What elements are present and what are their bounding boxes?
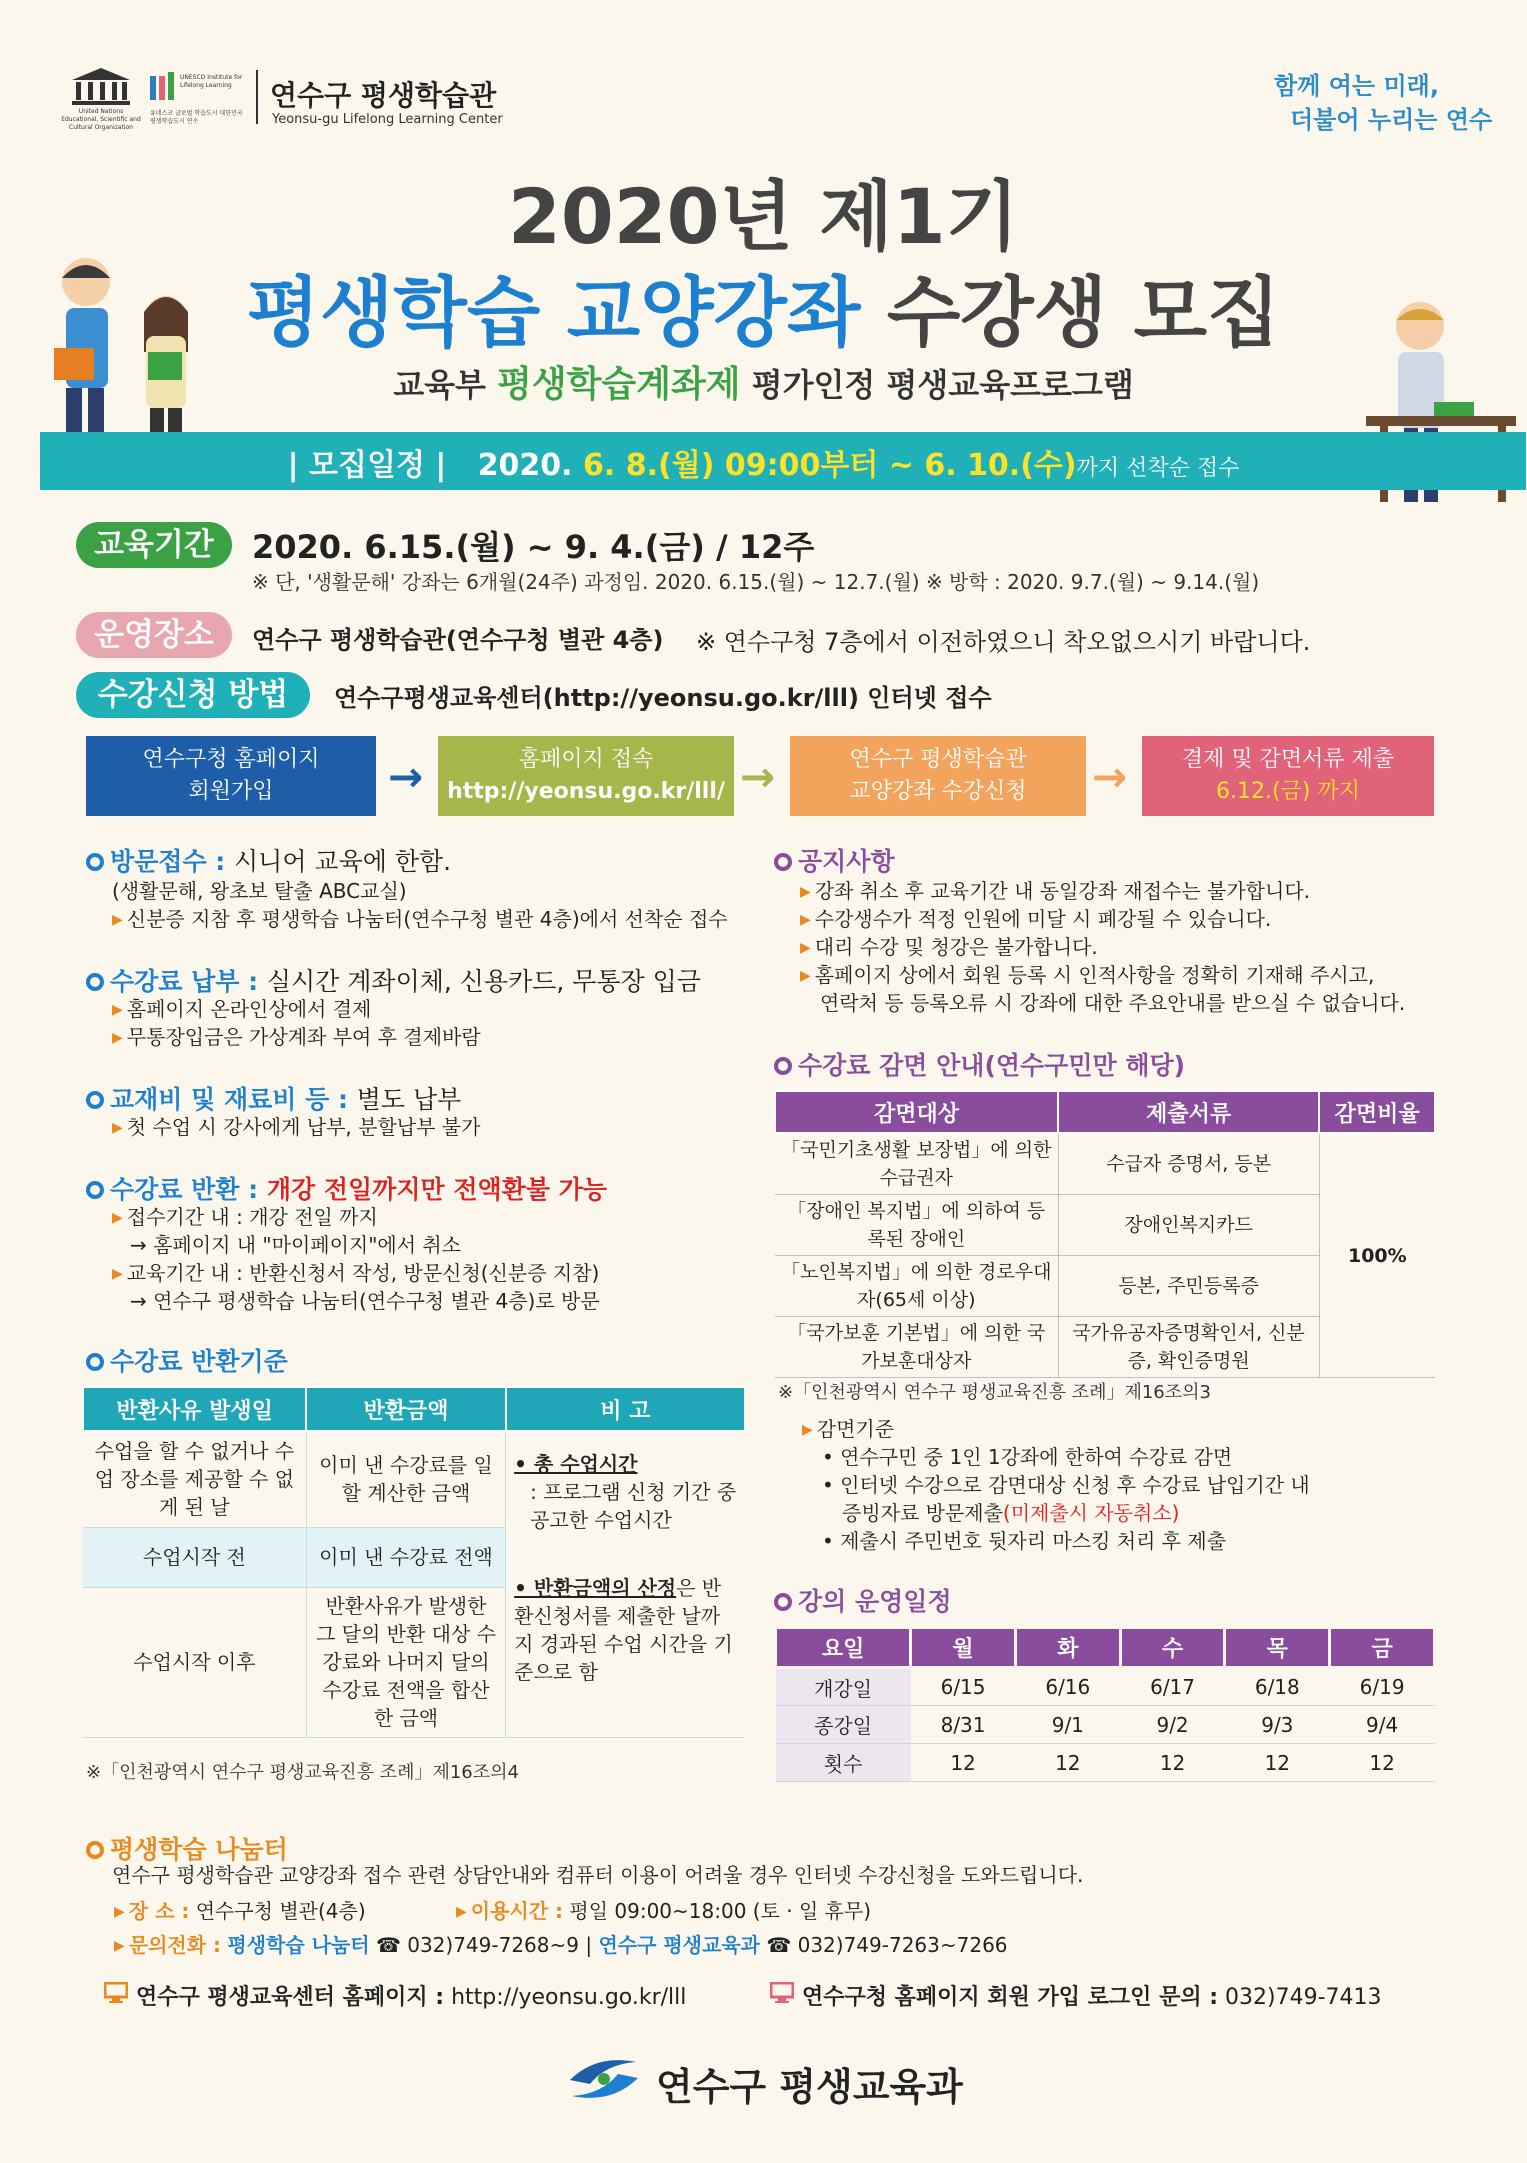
share-hours [456, 1896, 871, 1927]
refund-amount: 이미 낸 수강료를 일할 계산한 금액 [306, 1431, 505, 1527]
share-place [114, 1896, 366, 1927]
notice-item: ▶ 대리 수강 및 청강은 불가합니다. [800, 932, 1098, 963]
refund-line4: → 연수구 평생학습 나눔터(연수구청 별관 4층)로 방문 [130, 1289, 600, 1313]
material-title-value: 별도 납부 [356, 1085, 462, 1114]
refund-amount: 이미 낸 수강료 전액 [306, 1527, 505, 1587]
login-phone: 032)749-7413 [1225, 1985, 1382, 2010]
refund-reason: 수업시작 전 [83, 1527, 306, 1587]
table-row [776, 1744, 1435, 1782]
refund-line1: ▶ 접수기간 내 : 개강 전일 까지 [112, 1202, 378, 1233]
fee-title-value: 실시간 계좌이체, 신용카드, 무통장 입금 [266, 967, 701, 996]
discount-doc: 등본, 주민등록증 [1058, 1256, 1319, 1317]
uil-caption: UNESCO Institute for Lifelong Learning [180, 74, 243, 89]
criteria-item-3 [842, 1498, 1179, 1528]
share-contact-b-phone: ☎ 032)749-7263~7266 [766, 1933, 1008, 1957]
recruit-date-start: 2020. [477, 448, 584, 483]
notice-item: ▶ 홈페이지 상에서 회원 등록 시 인적사항을 정확히 기재해 주시고, [800, 960, 1374, 991]
refund-note1-title: • 총 수업시간 [514, 1452, 638, 1476]
monitor-icon [104, 1982, 128, 2004]
district-logo [566, 2050, 642, 2108]
refund-reason: 수업을 할 수 없거나 수업 장소를 제공할 수 없게 된 날 [83, 1431, 306, 1527]
fee-title [86, 962, 701, 998]
discount-rate: 100% [1319, 1133, 1435, 1378]
title-line2-blue: 평생학습 교양강좌 [246, 268, 861, 357]
schedule-th: 화 [1015, 1628, 1120, 1668]
homepage-url[interactable]: http://yeonsu.go.kr/lll [451, 1985, 687, 2010]
discount-doc: 장애인복지카드 [1058, 1195, 1319, 1256]
discount-title-label: 수강료 감면 안내(연수구민만 해당) [798, 1051, 1186, 1080]
apply-pill: 수강신청 방법 [76, 672, 310, 718]
step-register-line2: 교양강좌 수강신청 [849, 779, 1027, 804]
table-row [776, 1668, 1435, 1706]
apply-value: 연수구평생교육센터(http://yeonsu.go.kr/lll) 인터넷 접수 [334, 684, 992, 712]
criteria-item: • 인터넷 수강으로 감면대상 신청 후 수강료 납입기간 내 [822, 1473, 1310, 1497]
dept-name: 연수구 평생교육과 [656, 2065, 963, 2109]
step-signup [86, 736, 376, 816]
homepage-line [136, 1980, 686, 2011]
schedule-cell: 8/31 [911, 1706, 1016, 1744]
login-line [802, 1980, 1382, 2011]
step-visit-site-line2: http://yeonsu.go.kr/lll/ [447, 779, 725, 804]
center-name-en: Yeonsu-gu Lifelong Learning Center [272, 112, 503, 127]
notice-item: ▶ 수강생수가 적정 인원에 미달 시 폐강될 수 있습니다. [800, 904, 1271, 935]
table-row [83, 1431, 745, 1527]
title-line1: 2020년 제1기 [507, 172, 1020, 261]
step-visit-site-line1: 홈페이지 접속 [518, 747, 654, 772]
schedule-cell: 종강일 [776, 1706, 911, 1744]
criteria-item: • 연수구민 중 1인 1강좌에 한하여 수강료 감면 [822, 1445, 1233, 1469]
notice-title-label: 공지사항 [798, 847, 895, 876]
visit-line2: ▶ 신분증 지참 후 평생학습 나눔터(연수구청 별관 4층)에서 선착순 접수 [112, 904, 728, 935]
schedule-cell: 9/1 [1015, 1706, 1120, 1744]
schedule-th: 월 [911, 1628, 1016, 1668]
arrow-right-icon: → [388, 752, 424, 801]
criteria-title-label: 수강료 반환기준 [110, 1347, 288, 1376]
discount-note: ※「인천광역시 연수구 평생교육진흥 조례」제16조의3 [778, 1382, 1211, 1403]
share-place-label: ▶ 장 소 : [114, 1899, 189, 1923]
step-payment [1142, 736, 1434, 816]
recruit-label: | 모집일정 | [287, 448, 447, 483]
share-title-label: 평생학습 나눔터 [110, 1835, 288, 1864]
recruit-suffix: 까지 선착순 접수 [1076, 456, 1240, 481]
share-hours-value: 평일 09:00~18:00 (토 · 일 휴무) [569, 1899, 872, 1923]
period-value: 2020. 6.15.(월) ~ 9. 4.(금) / 12주 [252, 528, 815, 566]
step-signup-line2: 회원가입 [188, 779, 274, 804]
step-signup-line1: 연수구청 홈페이지 [142, 747, 320, 772]
refund-line2: → 홈페이지 내 "마이페이지"에서 취소 [130, 1233, 462, 1257]
visit-title-value: 시니어 교육에 한함. [234, 847, 452, 876]
schedule-cell: 6/19 [1330, 1668, 1435, 1706]
schedule-cell: 12 [911, 1744, 1016, 1782]
subtitle-pre: 교육부 [393, 366, 486, 404]
schedule-title-label: 강의 운영일정 [798, 1587, 952, 1616]
arrow-right-icon: → [1092, 752, 1128, 801]
title-line2-dark: 수강생 모집 [886, 268, 1281, 357]
visit-line1: (생활문해, 왕초보 탈출 ABC교실) [112, 879, 407, 903]
refund-title [86, 1170, 607, 1206]
step-register-course [790, 736, 1086, 816]
discount-target: 「국가보훈 기본법」에 의한 국가보훈대상자 [775, 1317, 1058, 1378]
slogan-line2: 더불어 누리는 연수 [1290, 106, 1493, 134]
fee-line2: ▶ 무통장입금은 가상계좌 부여 후 결제바람 [112, 1022, 481, 1053]
discount-target: 「노인복지법」에 의한 경로우대자(65세 이상) [775, 1256, 1058, 1317]
discount-target: 「국민기초생활 보장법」에 의한 수급권자 [775, 1133, 1058, 1195]
slogan-line1: 함께 여는 미래, [1274, 72, 1439, 100]
schedule-th: 요일 [776, 1628, 911, 1668]
schedule-cell: 6/16 [1015, 1668, 1120, 1706]
schedule-cell: 6/15 [911, 1668, 1016, 1706]
discount-th-doc: 제출서류 [1058, 1091, 1319, 1133]
refund-title-value: 개강 전일까지만 전액환불 가능 [266, 1175, 607, 1204]
share-contact-a-name: 평생학습 나눔터 [227, 1933, 370, 1957]
discount-table [774, 1090, 1436, 1378]
discount-doc: 국가유공자증명확인서, 신분증, 확인증명원 [1058, 1317, 1319, 1378]
refund-title-label: 수강료 반환 : [110, 1175, 259, 1204]
schedule-th: 수 [1120, 1628, 1225, 1668]
criteria-note: ※「인천광역시 연수구 평생교육진흥 조례」제16조의4 [86, 1762, 519, 1783]
network-caption: 유네스코 글로벌 학습도시 대한민국 평생학습도시 연수 [150, 110, 243, 125]
homepage-label: 연수구 평생교육센터 홈페이지 : [136, 1985, 445, 2010]
discount-title [774, 1046, 1185, 1082]
share-contact [114, 1930, 1008, 1961]
criteria-head: ▶ 감면기준 [802, 1414, 894, 1445]
schedule-cell: 12 [1225, 1744, 1330, 1782]
refund-table [82, 1386, 746, 1738]
criteria-item: • 제출시 주민번호 뒷자리 마스킹 처리 후 제출 [822, 1529, 1227, 1553]
visit-title [86, 842, 451, 878]
center-name-ko: 연수구 평생학습관 [270, 79, 497, 112]
schedule-title [774, 1582, 952, 1618]
refund-note-cell [506, 1431, 745, 1737]
refund-note2-title: • 반환금액의 산정 [514, 1576, 677, 1600]
refund-note2-body: 은 반환신청서를 제출한 날까지 경과된 수업 시간을 기준으로 함 [514, 1576, 733, 1684]
schedule-cell: 횟수 [776, 1744, 911, 1782]
discount-doc: 수급자 증명서, 등본 [1058, 1133, 1319, 1195]
recruit-schedule-text [0, 440, 1527, 484]
schedule-cell: 6/18 [1225, 1668, 1330, 1706]
step-visit-site [438, 736, 734, 816]
share-contact-label: ▶ 문의전화 : [114, 1933, 221, 1957]
share-desc: 연수구 평생학습관 교양강좌 접수 관련 상담안내와 컴퓨터 이용이 어려울 경우 인터넷 수강신청을 도와드립니다. [112, 1863, 1084, 1887]
material-title [86, 1080, 461, 1116]
schedule-table [774, 1626, 1436, 1782]
criteria-title [86, 1342, 288, 1378]
schedule-th: 목 [1225, 1628, 1330, 1668]
uil-logo [148, 70, 178, 104]
place-pill: 운영장소 [76, 612, 232, 658]
login-label: 연수구청 홈페이지 회원 가입 로그인 문의 : [802, 1985, 1219, 2010]
criteria-item: 증빙자료 방문제출 [842, 1501, 1003, 1525]
schedule-cell: 12 [1330, 1744, 1435, 1782]
subtitle-green: 평생학습계좌제 [497, 364, 741, 405]
step-payment-line2: 6.12.(금) 까지 [1216, 779, 1360, 804]
period-pill: 교육기간 [76, 522, 232, 568]
schedule-cell: 12 [1015, 1744, 1120, 1782]
refund-amount: 반환사유가 발생한 그 달의 반환 대상 수강료와 나머지 달의 수강료 전액을 합산한 금액 [306, 1587, 505, 1737]
fee-line1: ▶ 홈페이지 온라인상에서 결제 [112, 994, 371, 1025]
subtitle-post: 평가인정 평생교육프로그램 [751, 366, 1134, 404]
criteria-item-red: (미제출시 자동취소) [1002, 1501, 1180, 1525]
place-value: 연수구 평생학습관(연수구청 별관 4층) [252, 626, 664, 654]
refund-th-note: 비 고 [506, 1387, 745, 1431]
divider [256, 70, 258, 124]
share-hours-label: ▶ 이용시간 : [456, 1899, 563, 1923]
schedule-cell: 6/17 [1120, 1668, 1225, 1706]
discount-target: 「장애인 복지법」에 의하여 등록된 장애인 [775, 1195, 1058, 1256]
period-note: ※ 단, '생활문해' 강좌는 6개월(24주) 과정임. 2020. 6.15.(월) ~ 12.7.(월) ※ 방학 : 2020. 9.7.(월) ~ 9.14.(월) [252, 570, 1260, 594]
table-row [776, 1706, 1435, 1744]
share-place-value: 연수구청 별관(4층) [195, 1899, 366, 1923]
schedule-cell: 9/2 [1120, 1706, 1225, 1744]
notice-item: ▶ 강좌 취소 후 교육기간 내 동일강좌 재접수는 불가합니다. [800, 876, 1310, 907]
refund-note1-body: : 프로그램 신청 기간 중 공고한 수업시간 [530, 1480, 737, 1532]
monitor-icon [770, 1982, 794, 2004]
refund-reason: 수업시작 이후 [83, 1587, 306, 1737]
step-register-line1: 연수구 평생학습관 [849, 747, 1027, 772]
refund-th-reason: 반환사유 발생일 [83, 1387, 306, 1431]
arrow-right-icon: → [740, 752, 776, 801]
title-line2 [0, 252, 1527, 361]
refund-line3: ▶ 교육기간 내 : 반환신청서 작성, 방문신청(신분증 지참) [112, 1258, 599, 1289]
subtitle [0, 356, 1527, 407]
notice-item: 연락처 등 등록오류 시 강좌에 대한 주요안내를 받으실 수 없습니다. [820, 991, 1406, 1015]
material-line1: ▶ 첫 수업 시 강사에게 납부, 분할납부 불가 [112, 1112, 480, 1143]
discount-th-rate: 감면비율 [1319, 1091, 1435, 1133]
discount-th-target: 감면대상 [775, 1091, 1058, 1133]
schedule-cell: 12 [1120, 1744, 1225, 1782]
schedule-cell: 9/3 [1225, 1706, 1330, 1744]
material-title-label: 교재비 및 재료비 등 : [110, 1085, 349, 1114]
place-note: ※ 연수구청 7층에서 이전하였으니 착오없으시기 바랍니다. [696, 628, 1311, 656]
table-row [775, 1133, 1435, 1195]
share-contact-a-phone: ☎ 032)749-7268~9 | [375, 1933, 593, 1957]
schedule-cell: 개강일 [776, 1668, 911, 1706]
visit-title-label: 방문접수 : [110, 847, 226, 876]
refund-th-amount: 반환금액 [306, 1387, 505, 1431]
fee-title-label: 수강료 납부 : [110, 967, 259, 996]
unesco-caption: United Nations Educational, Scientific and Cultural Organization [61, 108, 141, 131]
share-contact-b-name: 연수구 평생교육과 [598, 1933, 760, 1957]
schedule-cell: 9/4 [1330, 1706, 1435, 1744]
recruit-date-highlight: 6. 8.(월) 09:00부터 ~ 6. 10.(수) [583, 448, 1077, 483]
notice-title [774, 842, 895, 878]
step-payment-line1: 결제 및 감면서류 제출 [1181, 747, 1395, 772]
schedule-th: 금 [1330, 1628, 1435, 1668]
